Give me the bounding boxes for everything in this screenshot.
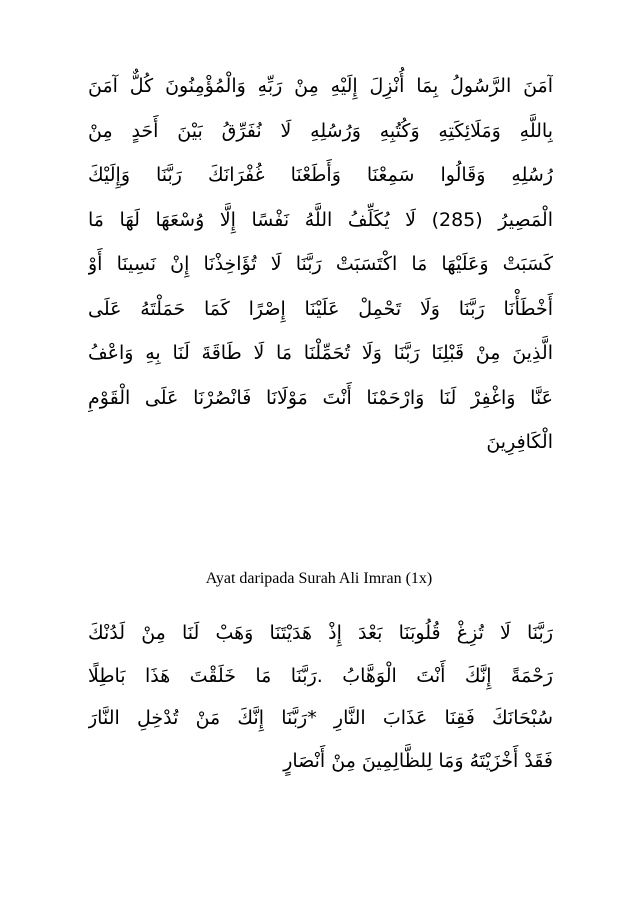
arabic-line: بِاللَّهِ وَمَلَائِكَتِهِ وَكُتُبِهِ وَرُسُلِهِ لَا نُفَرِّقُ بَيْنَ أَحَدٍ مِنْ bbox=[88, 119, 553, 142]
arabic-line: رُسُلِهِ وَقَالُوا سَمِعْنَا وَأَطَعْنَا غُفْرَانَكَ رَبَّنَا وَإِلَيْكَ bbox=[88, 164, 553, 186]
arabic-line: آمَنَ الرَّسُولُ بِمَا أُنْزِلَ إِلَيْهِ مِنْ رَبِّهِ وَالْمُؤْمِنُونَ كُلٌّ آمَنَ bbox=[88, 75, 553, 97]
arabic-passage-2 bbox=[88, 612, 553, 782]
arabic-line: فَقَدْ أَخْزَيْتَهُ وَمَا لِلظَّالِمِينَ مِنْ أَنْصَارٍ bbox=[283, 749, 553, 772]
caption-text: Ayat daripada Surah Ali Imran (1x) bbox=[205, 570, 433, 587]
arabic-passage-1 bbox=[88, 64, 553, 465]
arabic-line: عَنَّا وَاغْفِرْ لَنَا وَارْحَمْنَا أَنْتَ مَوْلَانَا فَانْصُرْنَا عَلَى الْقَوْمِ bbox=[88, 386, 553, 409]
arabic-line: الَّذِينَ مِنْ قَبْلِنَا رَبَّنَا وَلَا تُحَمِّلْنَا مَا لَا طَاقَةَ لَنَا بِهِ وَاعْفُ bbox=[88, 342, 553, 364]
arabic-line: رَبَّنَا لَا تُزِغْ قُلُوبَنَا بَعْدَ إِذْ هَدَيْتَنَا وَهَبْ لَنَا مِنْ لَدُنْكَ bbox=[88, 622, 553, 644]
arabic-line: سُبْحَانَكَ فَقِنَا عَذَابَ النَّارِ *رَبَّنَا إِنَّكَ مَنْ تُدْخِلِ النَّارَ bbox=[88, 707, 553, 729]
arabic-line: الْمَصِيرُ (285) لَا يُكَلِّفُ اللَّهُ نَفْسًا إِلَّا وُسْعَهَا لَهَا مَا bbox=[88, 208, 553, 231]
arabic-line: رَحْمَةً إِنَّكَ أَنْتَ الْوَهَّابُ .رَبَّنَا مَا خَلَقْتَ هَذَا بَاطِلًا bbox=[88, 664, 553, 687]
arabic-line: الْكَافِرِينَ bbox=[486, 431, 553, 453]
arabic-line: كَسَبَتْ وَعَلَيْهَا مَا اكْتَسَبَتْ رَبَّنَا لَا تُؤَاخِذْنَا إِنْ نَسِينَا أَوْ bbox=[88, 253, 553, 275]
arabic-line: أَخْطَأْنَا رَبَّنَا وَلَا تَحْمِلْ عَلَيْنَا إِصْرًا كَمَا حَمَلْتَهُ عَلَى bbox=[88, 297, 553, 320]
